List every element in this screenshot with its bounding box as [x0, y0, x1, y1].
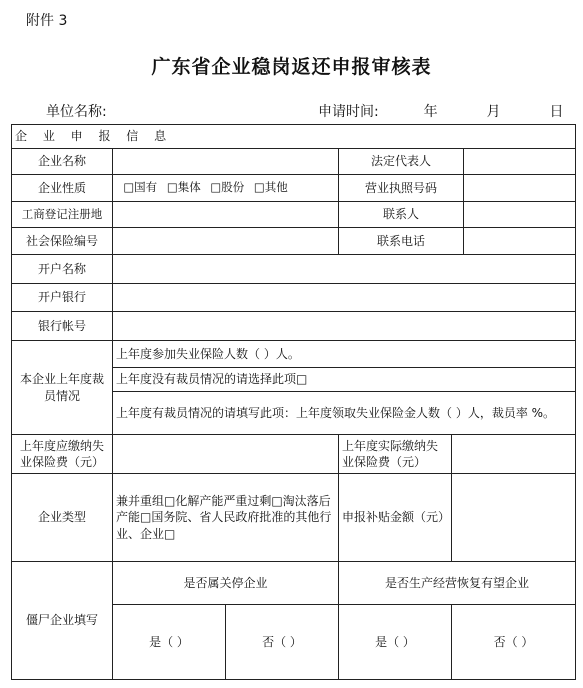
subsidy-amount-field[interactable]: [452, 474, 576, 562]
company-nature-row: [12, 175, 576, 202]
nature-option-shares[interactable]: □股份: [210, 180, 245, 195]
account-name-field[interactable]: [113, 254, 576, 283]
payable-fee-label: 上年度应缴纳失业保险费（元）: [12, 435, 113, 474]
section-header-row: [12, 125, 576, 149]
closed-no-option[interactable]: 否（ ）: [226, 605, 339, 680]
zombie-question-row: [12, 562, 576, 605]
social-ins-label: 社会保险编号: [12, 228, 113, 255]
legal-rep-field[interactable]: [464, 148, 576, 175]
apply-date-label: 申请时间:: [318, 104, 379, 120]
month-label: 月: [486, 104, 501, 120]
layoff-row-1: [12, 340, 576, 367]
account-no-field[interactable]: [113, 312, 576, 341]
zombie-recovery-question: 是否生产经营恢复有望企业: [339, 562, 576, 605]
zombie-label: 僵尸企业填写: [12, 562, 113, 680]
reg-place-field[interactable]: [113, 201, 339, 228]
page-title: 广东省企业稳岗返还申报审核表: [151, 56, 432, 78]
payable-fee-field[interactable]: [113, 435, 339, 474]
unit-name-label: 单位名称:: [46, 104, 107, 120]
recovery-no-option[interactable]: 否（ ）: [452, 605, 576, 680]
contact-phone-label: 联系电话: [339, 228, 464, 255]
nature-option-other[interactable]: □其他: [253, 180, 288, 195]
social-ins-row: [12, 228, 576, 255]
company-name-field[interactable]: [113, 148, 339, 175]
contact-field[interactable]: [464, 201, 576, 228]
layoff-insured-count[interactable]: 上年度参加失业保险人数（ ）人。: [113, 340, 576, 367]
day-label: 日: [549, 104, 564, 120]
enterprise-type-options[interactable]: 兼并重组□化解产能严重过剩□淘汰落后产能□国务院、省人民政府批准的其他行业、企业□: [113, 474, 339, 562]
closed-yes-option[interactable]: 是（ ）: [113, 605, 226, 680]
enterprise-type-row: [12, 474, 576, 562]
license-no-label: 营业执照号码: [339, 175, 464, 202]
account-no-row: [12, 312, 576, 341]
actual-fee-label: 上年度实际缴纳失业保险费（元）: [339, 435, 452, 474]
legal-rep-label: 法定代表人: [339, 148, 464, 175]
application-form-table: [11, 124, 576, 680]
nature-options: [113, 175, 339, 202]
enterprise-type-label: 企业类型: [12, 474, 113, 562]
actual-fee-field[interactable]: [452, 435, 576, 474]
license-no-field[interactable]: [464, 175, 576, 202]
company-nature-label: 企业性质: [12, 175, 113, 202]
recovery-yes-option[interactable]: 是（ ）: [339, 605, 452, 680]
bank-label: 开户银行: [12, 283, 113, 312]
bank-field[interactable]: [113, 283, 576, 312]
insurance-fee-row: [12, 435, 576, 474]
contact-label: 联系人: [339, 201, 464, 228]
attachment-label: 附件 3: [26, 13, 68, 29]
company-name-label: 企业名称: [12, 148, 113, 175]
social-ins-field[interactable]: [113, 228, 339, 255]
nature-option-collective[interactable]: □集体: [166, 180, 201, 195]
layoff-label: 本企业上年度裁员情况: [12, 340, 113, 434]
company-name-row: [12, 148, 576, 175]
layoff-details[interactable]: 上年度有裁员情况的请填写此项：上年度领取失业保险金人数（ ）人，裁员率 %。: [113, 392, 576, 435]
section-title: 企 业 申 报 信 息: [12, 125, 576, 149]
account-name-label: 开户名称: [12, 254, 113, 283]
account-name-row: [12, 254, 576, 283]
layoff-none-option[interactable]: 上年度没有裁员情况的请选择此项□: [113, 367, 576, 392]
reg-place-row: [12, 201, 576, 228]
bank-row: [12, 283, 576, 312]
subsidy-amount-label: 申报补贴金额（元）: [339, 474, 452, 562]
zombie-closed-question: 是否属关停企业: [113, 562, 339, 605]
contact-phone-field[interactable]: [464, 228, 576, 255]
apply-date: [318, 101, 563, 121]
reg-place-label: 工商登记注册地: [12, 201, 113, 228]
year-label: 年: [423, 104, 438, 120]
nature-option-state[interactable]: □国有: [123, 180, 158, 195]
account-no-label: 银行帐号: [12, 312, 113, 341]
